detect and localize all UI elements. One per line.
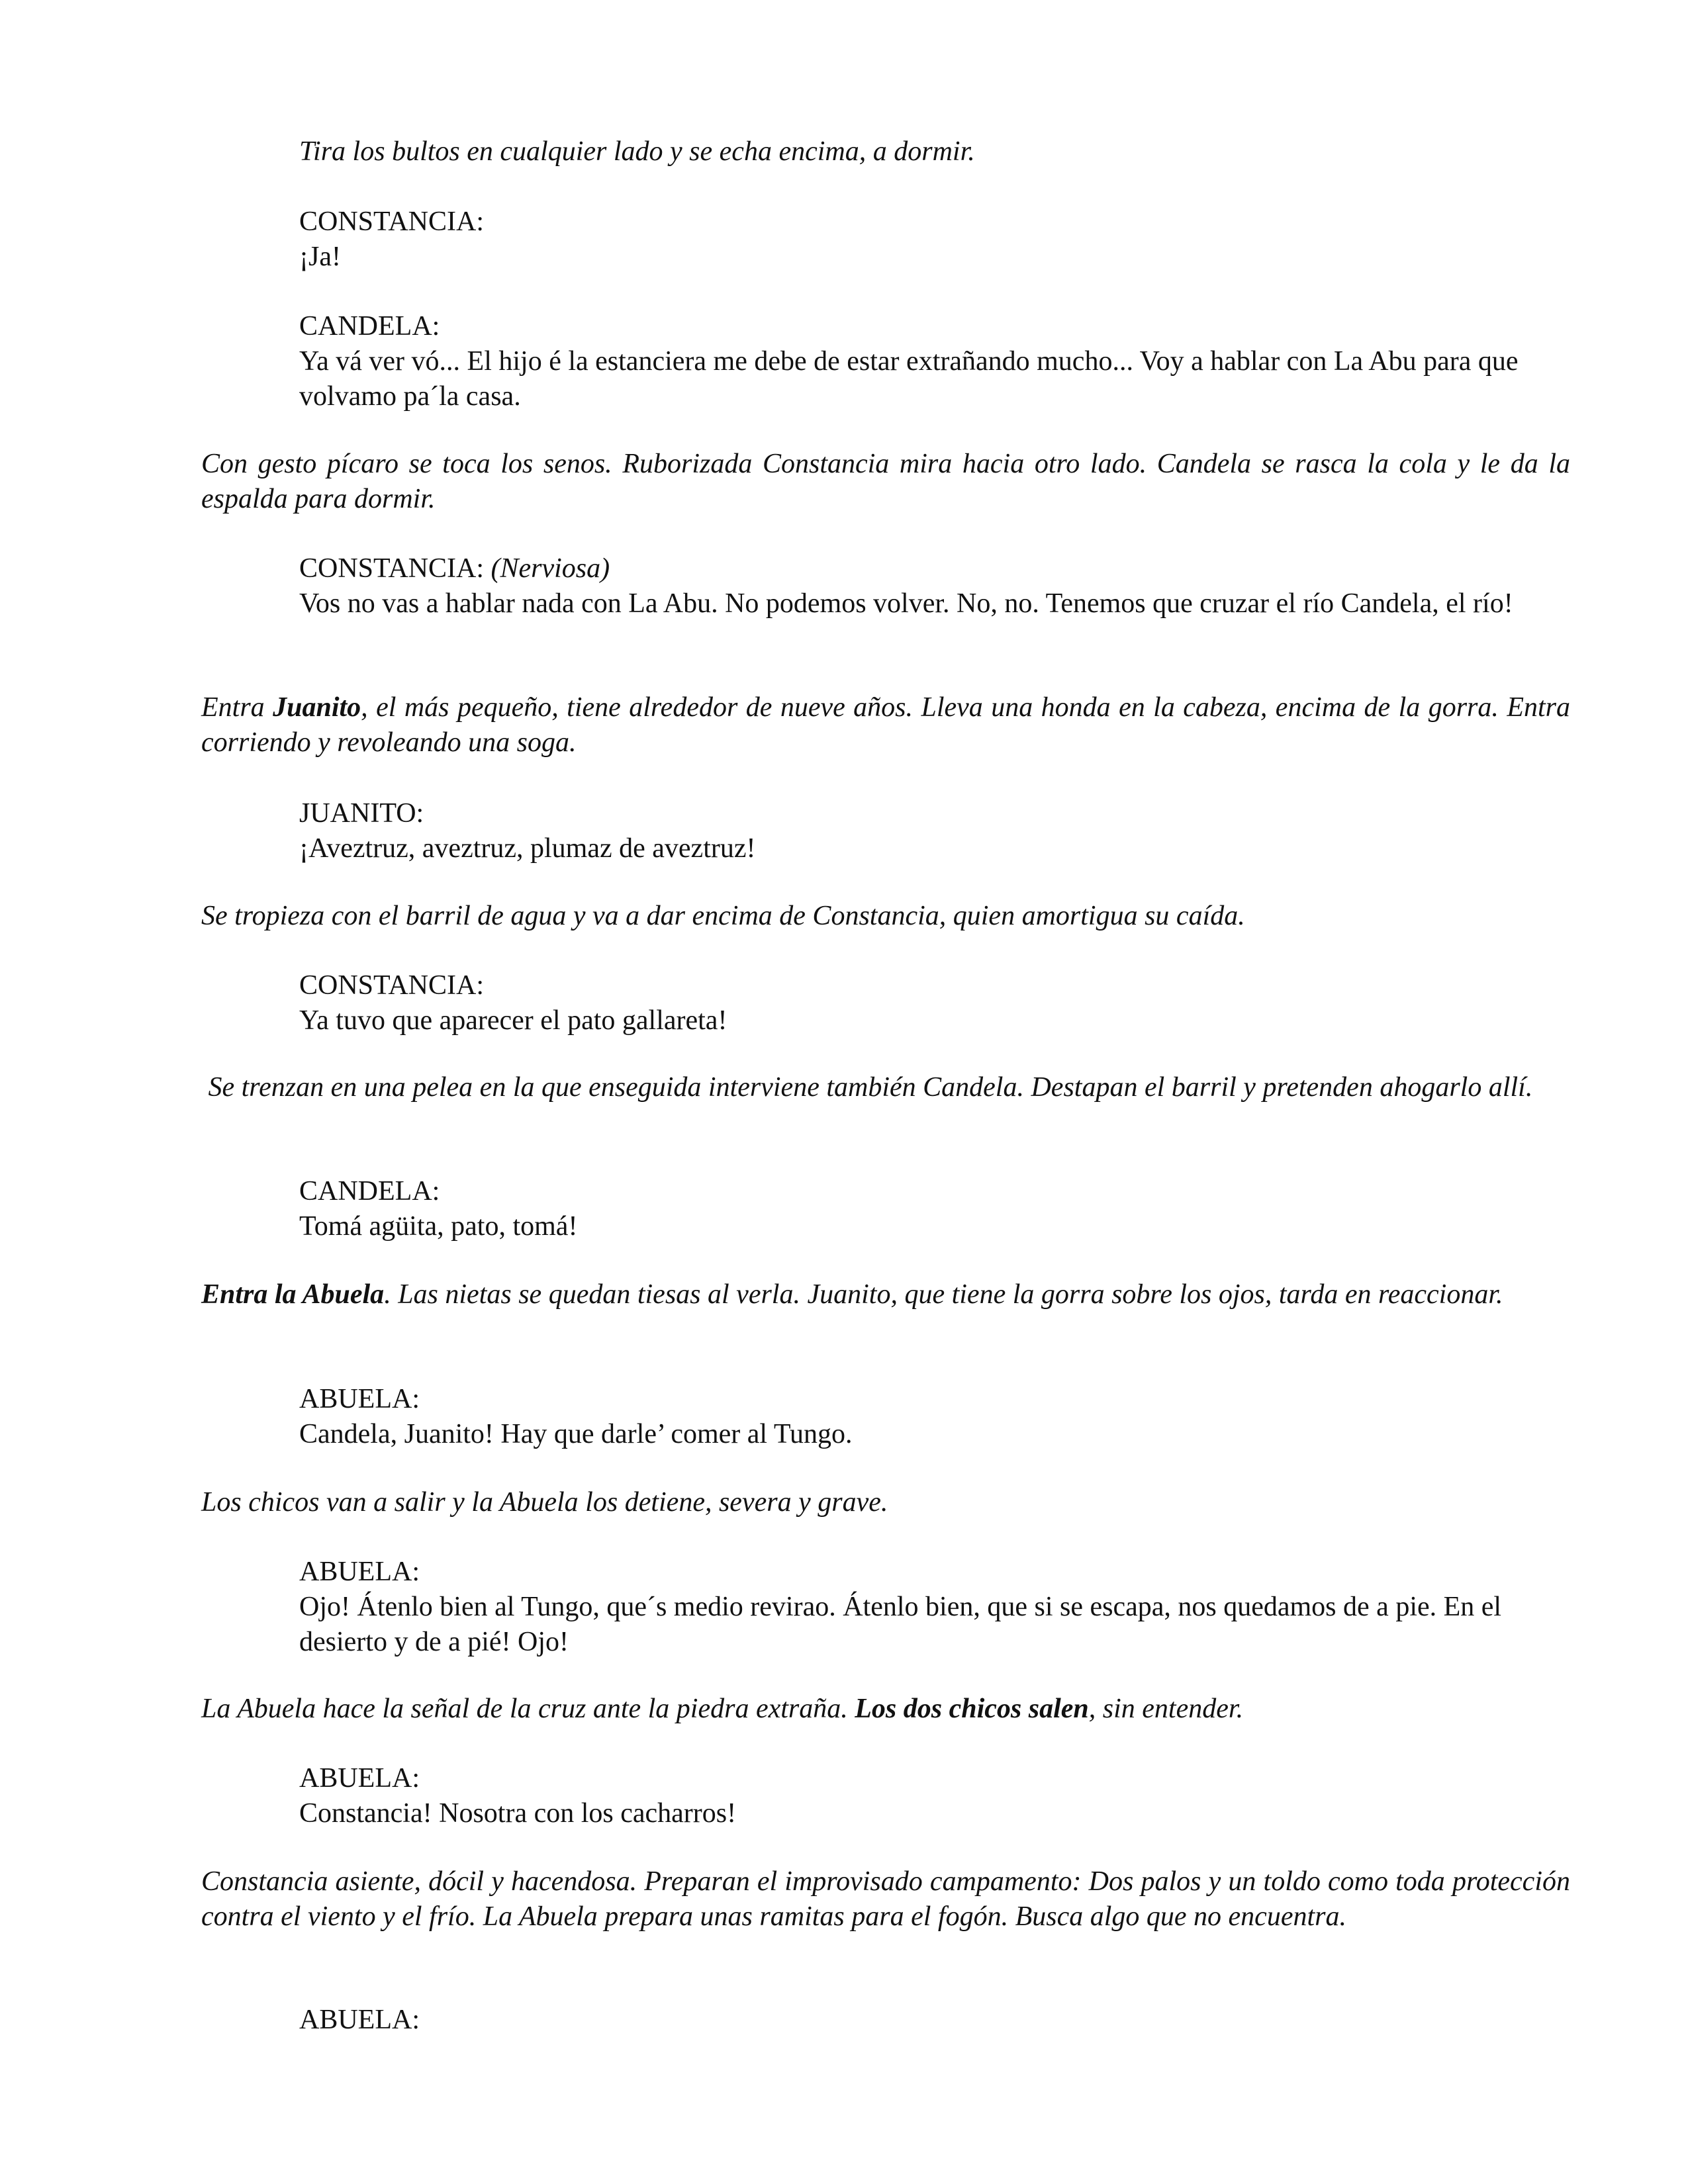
- speaker-name: JUANITO:: [299, 798, 424, 829]
- dialogue-line: ¡Ja!: [299, 242, 341, 272]
- dialogue-line: Ya tuvo que aparecer el pato gallareta!: [299, 1005, 727, 1036]
- dialogue-line: ¡Aveztruz, aveztruz, plumaz de aveztruz!: [299, 833, 756, 864]
- stage-direction: Se tropieza con el barril de agua y va a dar encima de Constancia, quien amortigua su caída.: [201, 901, 1245, 931]
- dialogue-line: Candela, Juanito! Hay que darle’ comer al Tungo.: [299, 1419, 853, 1449]
- direction-text: Se trenzan en una pelea en la que enseguida interviene también Candela. Destapan el barril y pretenden ahogarlo allí.: [208, 1072, 1533, 1103]
- stage-direction: [201, 690, 1570, 760]
- direction-text: . Las nietas se quedan tiesas al verla. Juanito, que tiene la gorra sobre los ojos, tarda en reaccionar.: [384, 1279, 1503, 1310]
- dialogue-block: [299, 2003, 1570, 2038]
- stage-direction: Constancia asiente, dócil y hacendosa. Preparan el improvisado campamento: Dos palos y un toldo como toda protección contra el viento y el frío. La Abuela prepara unas ramitas para el fogón. Busca algo que no encuentra.: [201, 1866, 1570, 1932]
- stage-direction: Con gesto pícaro se toca los senos. Ruborizada Constancia mira hacia otro lado. Candela se rasca la cola y le da la espalda para dormir.: [201, 449, 1570, 514]
- dialogue-block: [299, 796, 1570, 866]
- dialogue-block: [299, 1174, 1570, 1244]
- dialogue-line: Ya vá ver vó... El hijo é la estanciera me debe de estar extrañando mucho... Voy a hablar con La Abu para que volvamo pa´la casa.: [299, 346, 1519, 412]
- dialogue-block: [299, 968, 1570, 1038]
- character-name: Juanito: [273, 692, 361, 723]
- stage-direction: Los chicos van a salir y la Abuela los detiene, severa y grave.: [201, 1487, 888, 1518]
- dialogue-line: Ojo! Átenlo bien al Tungo, que´s medio revirao. Átenlo bien, que si se escapa, nos quedamos de a pie. En el desierto y de a pié! Ojo!: [299, 1592, 1502, 1657]
- speaker-name: CONSTANCIA:: [299, 206, 484, 237]
- direction-text: La Abuela hace la señal de la cruz ante la piedra extraña.: [201, 1694, 855, 1724]
- stage-direction: [201, 1692, 1570, 1727]
- stage-direction: Tira los bultos en cualquier lado y se echa encima, a dormir.: [299, 136, 975, 167]
- dialogue-line: Vos no vas a hablar nada con La Abu. No podemos volver. No, no. Tenemos que cruzar el río Candela, el río!: [299, 588, 1513, 619]
- stage-direction: [201, 1277, 1570, 1312]
- dialogue-block: [299, 309, 1570, 414]
- dialogue-line: Tomá agüita, pato, tomá!: [299, 1211, 578, 1242]
- dialogue-block: [299, 1555, 1570, 1660]
- dialogue-line: Constancia! Nosotra con los cacharros!: [299, 1798, 737, 1829]
- character-exit: Los dos chicos salen: [855, 1694, 1089, 1724]
- dialogue-block: [299, 1382, 1570, 1452]
- dialogue-block: [299, 205, 1570, 275]
- dialogue-block: [299, 551, 1570, 621]
- speaker-name: CONSTANCIA:: [299, 970, 484, 1001]
- stage-direction: [201, 1070, 1570, 1105]
- direction-text: , sin entender.: [1088, 1694, 1244, 1724]
- speaker-name: CANDELA:: [299, 1176, 440, 1206]
- speaker-line: [299, 551, 1570, 586]
- parenthetical: (Nerviosa): [491, 553, 610, 584]
- direction-text: , el más pequeño, tiene alrededor de nueve años. Lleva una honda en la cabeza, encima de la gorra. Entra corriendo y revoleando una soga.: [201, 692, 1570, 758]
- character-entrance: Entra la Abuela: [201, 1279, 385, 1310]
- speaker-name: CONSTANCIA:: [299, 553, 484, 584]
- dialogue-block: [299, 1761, 1570, 1831]
- speaker-name: ABUELA:: [299, 1384, 420, 1414]
- speaker-name: CANDELA:: [299, 311, 440, 341]
- direction-text: Entra: [201, 692, 273, 723]
- speaker-name: ABUELA:: [299, 1763, 420, 1794]
- speaker-name: ABUELA:: [299, 1557, 420, 1587]
- speaker-name: ABUELA:: [299, 2005, 420, 2035]
